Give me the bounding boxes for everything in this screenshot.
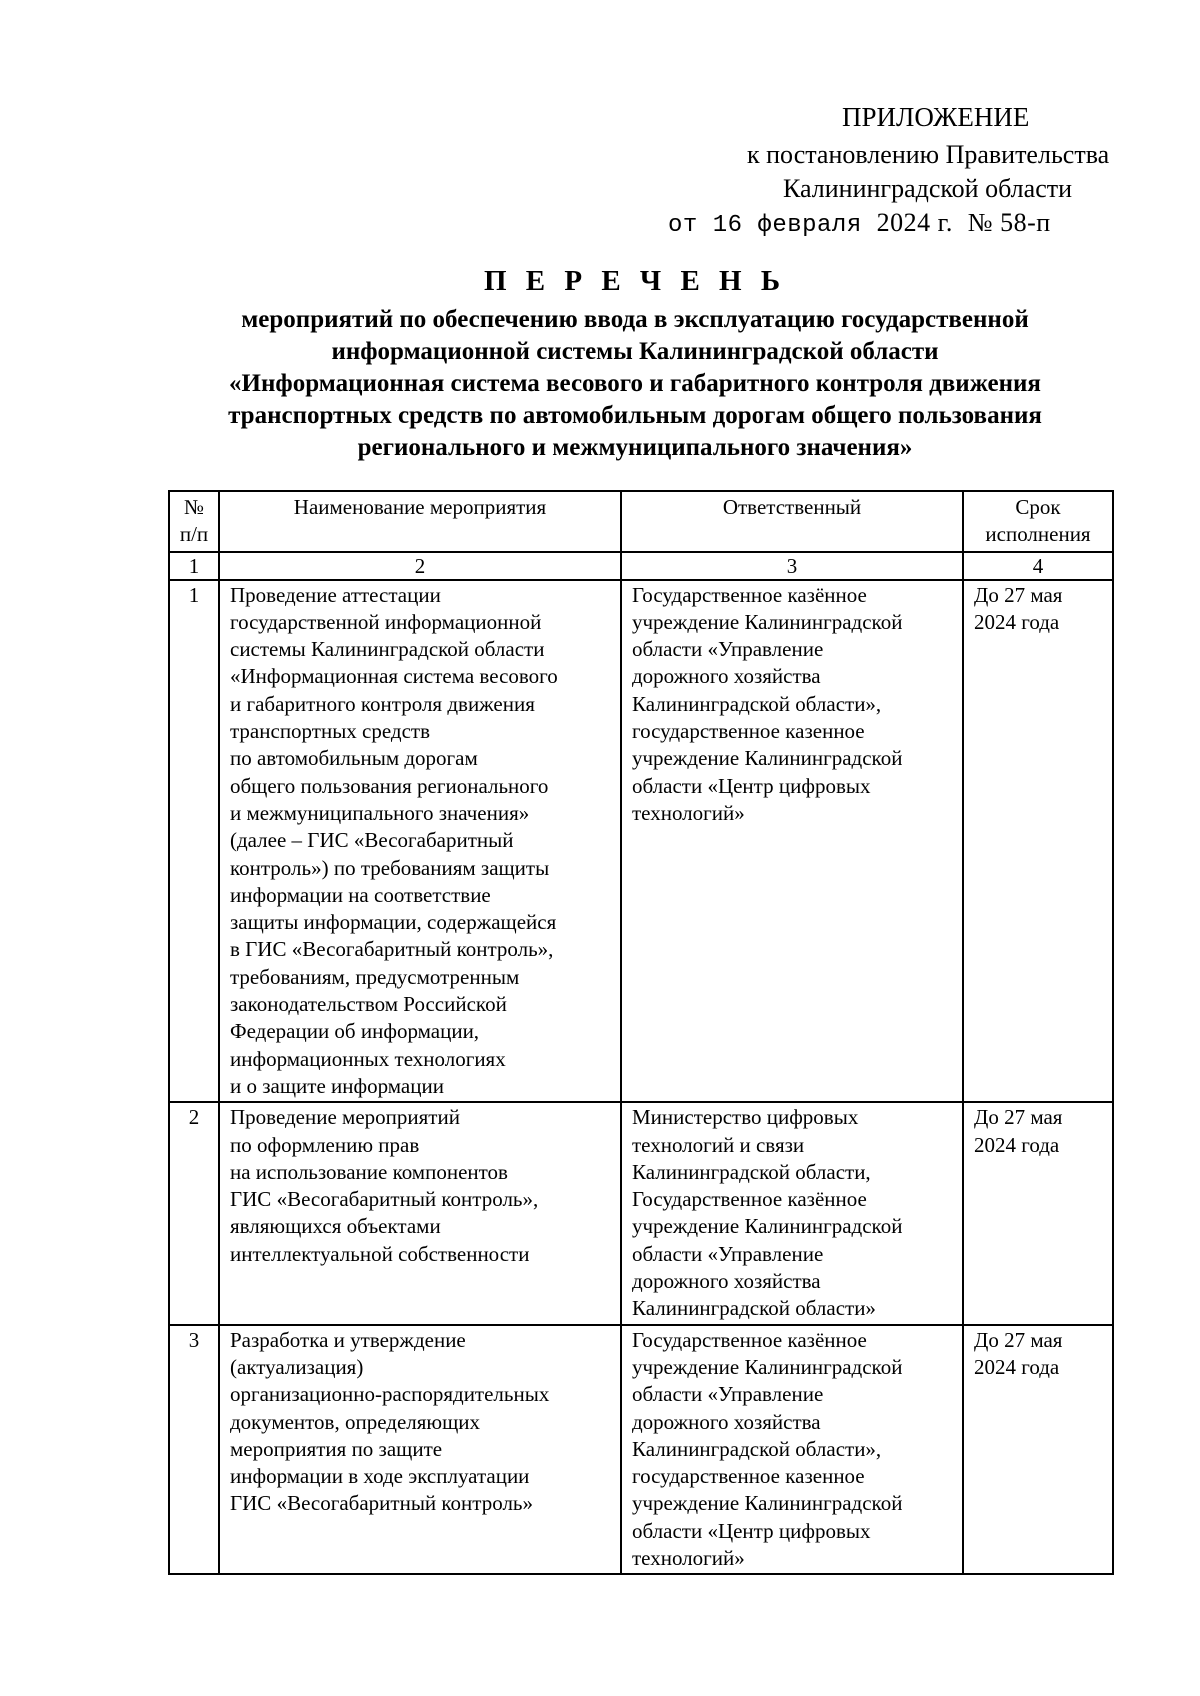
responsible-party-line: области «Управление xyxy=(632,1382,824,1407)
column-number: 1 xyxy=(169,552,219,580)
responsible-party-line: области «Центр цифровых xyxy=(632,1518,871,1543)
document-title-block xyxy=(150,264,1120,464)
appendix-date-line xyxy=(668,206,1051,243)
responsible-party-line: дорожного хозяйства xyxy=(632,1409,821,1434)
measure-name-line: документов, определяющих xyxy=(230,1409,481,1434)
responsible-party-line: технологий и связи xyxy=(632,1132,805,1157)
header-term-line1: Срок xyxy=(1015,495,1061,519)
measure-name-line: ГИС «Весогабаритный контроль» xyxy=(230,1491,534,1516)
deadline xyxy=(963,580,1113,1103)
subtitle-line: регионального и межмуниципального значения» xyxy=(357,434,913,461)
subtitle-line: «Информационная система весового и габаритного контроля движения xyxy=(229,370,1041,397)
header-responsible: Ответственный xyxy=(621,491,963,552)
measure-name-line: по автомобильным дорогам xyxy=(230,746,478,771)
measure-name-line: законодательством Российской xyxy=(230,992,507,1017)
resolution-number: № 58-п xyxy=(967,208,1051,237)
responsible-party-line: Государственное казённое xyxy=(632,582,867,607)
measure-name-line: «Информационная система весового xyxy=(230,664,558,689)
row-number: 2 xyxy=(169,1102,219,1324)
measure-name-line: интеллектуальной собственности xyxy=(230,1241,530,1266)
measure-name-line: требованиям, предусмотренным xyxy=(230,964,520,989)
responsible-party-line: области «Центр цифровых xyxy=(632,773,871,798)
measure-name-line: Разработка и утверждение xyxy=(230,1327,466,1352)
measure-name-line: государственной информационной xyxy=(230,609,542,634)
responsible-party-line: учреждение Калининградской xyxy=(632,1354,903,1379)
measure-name-line: системы Калининградской области xyxy=(230,637,545,662)
measure-name-line: Проведение мероприятий xyxy=(230,1105,460,1130)
resolution-year: 2024 г. xyxy=(876,208,953,237)
deadline xyxy=(963,1102,1113,1324)
header-number-sign: № xyxy=(183,495,205,519)
responsible-party-line: государственное казенное xyxy=(632,719,865,744)
measure-name-line: информации на соответствие xyxy=(230,882,491,907)
column-number: 4 xyxy=(963,552,1113,580)
responsible-party-line: Министерство цифровых xyxy=(632,1105,859,1130)
header-name: Наименование мероприятия xyxy=(219,491,621,552)
row-number: 1 xyxy=(169,580,219,1103)
subtitle-line: транспортных средств по автомобильным дорогам общего пользования xyxy=(228,402,1042,429)
measure-name-line: информации в ходе эксплуатации xyxy=(230,1464,530,1489)
measure-name-line: общего пользования регионального xyxy=(230,773,549,798)
responsible-party xyxy=(621,1102,963,1324)
document-subtitle xyxy=(150,304,1120,464)
deadline-line: 2024 года xyxy=(974,1132,1060,1157)
row-number: 3 xyxy=(169,1325,219,1575)
responsible-party-line: технологий» xyxy=(632,1545,745,1570)
measure-name xyxy=(219,580,621,1103)
measure-name-line: мероприятия по защите xyxy=(230,1436,443,1461)
measure-name-line: защиты информации, содержащейся xyxy=(230,910,557,935)
responsible-party xyxy=(621,1325,963,1575)
deadline xyxy=(963,1325,1113,1575)
measure-name-line: Федерации об информации, xyxy=(230,1019,480,1044)
column-number: 2 xyxy=(219,552,621,580)
measure-name-line: контроль») по требованиям защиты xyxy=(230,855,550,880)
measure-name-line: транспортных средств xyxy=(230,719,431,744)
responsible-party-line: учреждение Калининградской xyxy=(632,609,903,634)
measures-table-body xyxy=(169,580,1113,1575)
responsible-party-line: Калининградской области, xyxy=(632,1159,871,1184)
resolution-date: от 16 февраля xyxy=(668,212,862,239)
responsible-party-line: Государственное казённое xyxy=(632,1187,867,1212)
table-row xyxy=(169,1102,1113,1324)
deadline-line: 2024 года xyxy=(974,609,1060,634)
responsible-party-line: технологий» xyxy=(632,800,745,825)
responsible-party-line: государственное казенное xyxy=(632,1464,865,1489)
measure-name-line: (далее – ГИС «Весогабаритный xyxy=(230,828,514,853)
measure-name-line: по оформлению прав xyxy=(230,1132,420,1157)
responsible-party-line: Калининградской области», xyxy=(632,691,882,716)
responsible-party xyxy=(621,580,963,1103)
deadline-line: 2024 года xyxy=(974,1354,1060,1379)
responsible-party-line: Калининградской области», xyxy=(632,1436,882,1461)
measure-name-line: и о защите информации xyxy=(230,1073,444,1098)
measure-name xyxy=(219,1102,621,1324)
responsible-party-line: области «Управление xyxy=(632,637,824,662)
measure-name-line: Проведение аттестации xyxy=(230,582,441,607)
measure-name-line: ГИС «Весогабаритный контроль», xyxy=(230,1187,539,1212)
responsible-party-line: области «Управление xyxy=(632,1241,824,1266)
measure-name-line: являющихся объектами xyxy=(230,1214,441,1239)
appendix-title: ПРИЛОЖЕНИЕ xyxy=(842,102,1030,132)
column-number-row xyxy=(169,552,1113,580)
appendix-resolution-line: к постановлению Правительства xyxy=(747,140,1110,169)
measure-name-line: на использование компонентов xyxy=(230,1159,508,1184)
responsible-party-line: учреждение Калининградской xyxy=(632,1214,903,1239)
measure-name-line: и габаритного контроля движения xyxy=(230,691,535,716)
table-header-row xyxy=(169,491,1113,552)
appendix-region-line: Калининградской области xyxy=(783,174,1073,203)
subtitle-line: мероприятий по обеспечению ввода в эксплуатацию государственной xyxy=(241,306,1029,333)
measure-name xyxy=(219,1325,621,1575)
deadline-line: До 27 мая xyxy=(974,1327,1063,1352)
deadline-line: До 27 мая xyxy=(974,582,1063,607)
document-heading: П Е Р Е Ч Е Н Ь xyxy=(483,265,787,297)
responsible-party-line: дорожного хозяйства xyxy=(632,664,821,689)
responsible-party-line: Калининградской области» xyxy=(632,1296,876,1321)
deadline-line: До 27 мая xyxy=(974,1105,1063,1130)
measure-name-line: информационных технологиях xyxy=(230,1046,506,1071)
header-number-abbr: п/п xyxy=(179,522,209,547)
header-number xyxy=(169,491,219,552)
measures-table xyxy=(168,490,1114,1575)
responsible-party-line: дорожного хозяйства xyxy=(632,1269,821,1294)
column-number: 3 xyxy=(621,552,963,580)
responsible-party-line: Государственное казённое xyxy=(632,1327,867,1352)
measure-name-line: организационно-распорядительных xyxy=(230,1382,550,1407)
table-row xyxy=(169,1325,1113,1575)
table-row xyxy=(169,580,1113,1103)
responsible-party-line: учреждение Калининградской xyxy=(632,746,903,771)
responsible-party-line: учреждение Калининградской xyxy=(632,1491,903,1516)
header-term-line2: исполнения xyxy=(985,522,1091,547)
measure-name-line: и межмуниципального значения» xyxy=(230,800,530,825)
measure-name-line: в ГИС «Весогабаритный контроль», xyxy=(230,937,554,962)
header-term xyxy=(963,491,1113,552)
subtitle-line: информационной системы Калининградской области xyxy=(331,338,939,365)
measure-name-line: (актуализация) xyxy=(230,1354,364,1379)
